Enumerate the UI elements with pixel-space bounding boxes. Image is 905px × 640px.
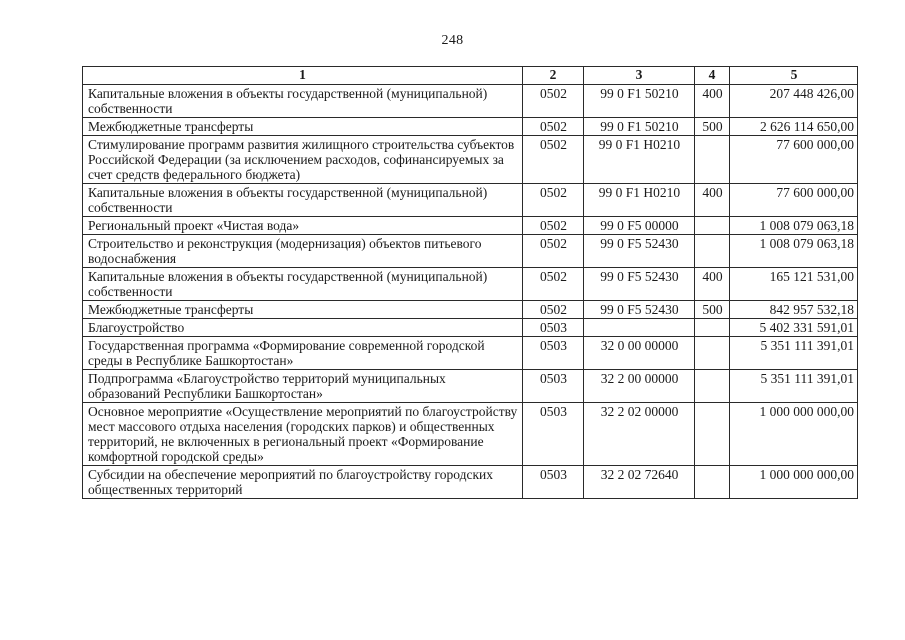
expense-type-code <box>695 235 730 268</box>
expense-type-code: 400 <box>695 85 730 118</box>
section-code: 0502 <box>523 118 584 136</box>
target-article-code: 32 2 02 72640 <box>584 466 695 499</box>
table-row <box>83 301 858 319</box>
table-row <box>83 118 858 136</box>
column-header: 1 <box>83 67 523 85</box>
target-article-code: 32 2 00 00000 <box>584 370 695 403</box>
amount: 842 957 532,18 <box>730 301 858 319</box>
amount: 77 600 000,00 <box>730 136 858 184</box>
amount: 5 351 111 391,01 <box>730 337 858 370</box>
expense-type-code <box>695 403 730 466</box>
page-number: 248 <box>441 33 464 48</box>
expense-type-code <box>695 370 730 403</box>
section-code: 0503 <box>523 403 584 466</box>
target-article-code: 99 0 F5 52430 <box>584 235 695 268</box>
row-description: Государственная программа «Формирование современной городской среды в Республике Башкортостан» <box>83 337 523 370</box>
column-header: 5 <box>730 67 858 85</box>
amount: 5 351 111 391,01 <box>730 370 858 403</box>
section-code: 0502 <box>523 85 584 118</box>
table-row <box>83 403 858 466</box>
amount: 1 008 079 063,18 <box>730 235 858 268</box>
expense-type-code <box>695 337 730 370</box>
section-code: 0502 <box>523 301 584 319</box>
amount: 1 000 000 000,00 <box>730 466 858 499</box>
expense-type-code <box>695 217 730 235</box>
expense-type-code <box>695 136 730 184</box>
row-description: Субсидии на обеспечение мероприятий по благоустройству городских общественных территорий <box>83 466 523 499</box>
expense-type-code: 400 <box>695 184 730 217</box>
section-code: 0502 <box>523 235 584 268</box>
amount: 1 000 000 000,00 <box>730 403 858 466</box>
expense-type-code: 500 <box>695 118 730 136</box>
table-row <box>83 466 858 499</box>
row-description: Капитальные вложения в объекты государственной (муниципальной) собственности <box>83 184 523 217</box>
section-code: 0502 <box>523 268 584 301</box>
table-row <box>83 85 858 118</box>
expense-type-code <box>695 319 730 337</box>
section-code: 0503 <box>523 370 584 403</box>
section-code: 0503 <box>523 337 584 370</box>
row-description: Благоустройство <box>83 319 523 337</box>
target-article-code: 99 0 F1 H0210 <box>584 184 695 217</box>
row-description: Основное мероприятие «Осуществление мероприятий по благоустройству мест массового отдыха населения (городских парков) и общественных территорий, не включенных в региональный проект «Формирование комфортной городской среды» <box>83 403 523 466</box>
row-description: Капитальные вложения в объекты государственной (муниципальной) собственности <box>83 268 523 301</box>
row-description: Капитальные вложения в объекты государственной (муниципальной) собственности <box>83 85 523 118</box>
section-code: 0503 <box>523 319 584 337</box>
section-code: 0503 <box>523 466 584 499</box>
table-row <box>83 136 858 184</box>
table-row <box>83 268 858 301</box>
table-header-row <box>83 67 858 85</box>
target-article-code: 99 0 F1 H0210 <box>584 136 695 184</box>
column-header: 3 <box>584 67 695 85</box>
target-article-code: 32 2 02 00000 <box>584 403 695 466</box>
amount: 5 402 331 591,01 <box>730 319 858 337</box>
target-article-code: 99 0 F5 52430 <box>584 268 695 301</box>
budget-table <box>82 66 858 499</box>
column-header: 4 <box>695 67 730 85</box>
target-article-code: 32 0 00 00000 <box>584 337 695 370</box>
amount: 2 626 114 650,00 <box>730 118 858 136</box>
section-code: 0502 <box>523 136 584 184</box>
table-row <box>83 337 858 370</box>
table-row <box>83 319 858 337</box>
table-row <box>83 184 858 217</box>
table-row <box>83 370 858 403</box>
target-article-code <box>584 319 695 337</box>
row-description: Строительство и реконструкция (модернизация) объектов питьевого водоснабжения <box>83 235 523 268</box>
target-article-code: 99 0 F1 50210 <box>584 118 695 136</box>
target-article-code: 99 0 F1 50210 <box>584 85 695 118</box>
expense-type-code: 500 <box>695 301 730 319</box>
amount: 207 448 426,00 <box>730 85 858 118</box>
table-row <box>83 235 858 268</box>
section-code: 0502 <box>523 217 584 235</box>
table-row <box>83 217 858 235</box>
expense-type-code <box>695 466 730 499</box>
target-article-code: 99 0 F5 00000 <box>584 217 695 235</box>
amount: 1 008 079 063,18 <box>730 217 858 235</box>
row-description: Межбюджетные трансферты <box>83 301 523 319</box>
amount: 77 600 000,00 <box>730 184 858 217</box>
expense-type-code: 400 <box>695 268 730 301</box>
target-article-code: 99 0 F5 52430 <box>584 301 695 319</box>
section-code: 0502 <box>523 184 584 217</box>
amount: 165 121 531,00 <box>730 268 858 301</box>
row-description: Стимулирование программ развития жилищного строительства субъектов Российской Федерации (за исключением расходов, софинансируемых за счет средств федерального бюджета) <box>83 136 523 184</box>
row-description: Региональный проект «Чистая вода» <box>83 217 523 235</box>
column-header: 2 <box>523 67 584 85</box>
row-description: Межбюджетные трансферты <box>83 118 523 136</box>
row-description: Подпрограмма «Благоустройство территорий муниципальных образований Республики Башкортостан» <box>83 370 523 403</box>
